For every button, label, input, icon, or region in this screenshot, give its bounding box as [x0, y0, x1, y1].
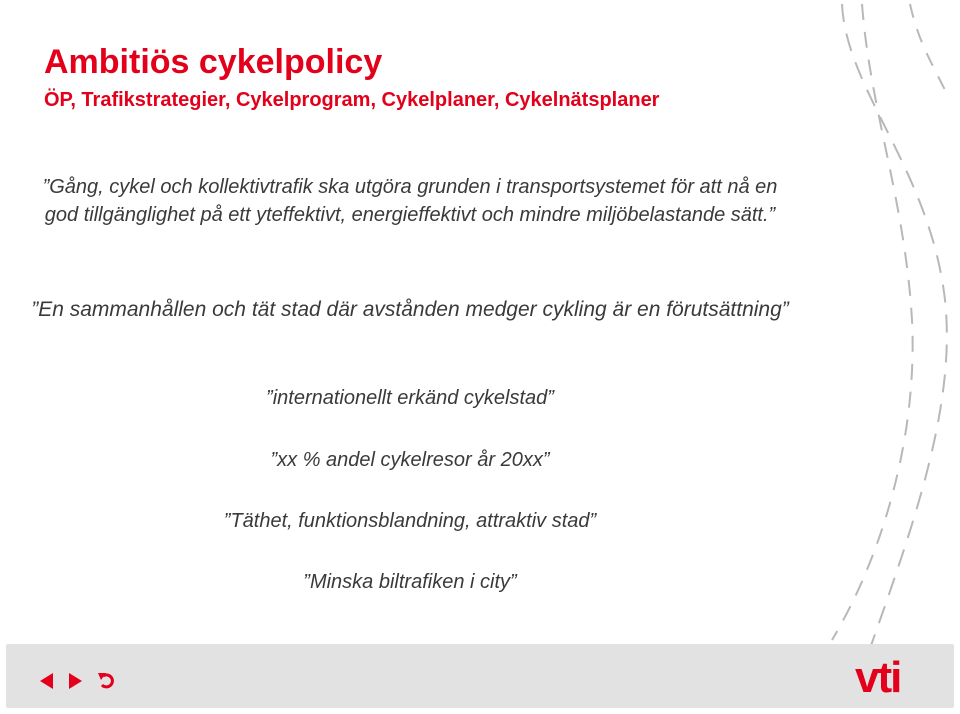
dashed-curve-short — [910, 4, 945, 90]
slide-footer — [6, 644, 954, 708]
dashed-curve-outer — [842, 4, 947, 700]
return-button[interactable] — [96, 670, 118, 692]
policy-quote-density: ”Täthet, funktionsblandning, attraktiv stad” — [223, 510, 597, 532]
dashed-curve-inner — [832, 4, 913, 640]
vti-logo — [855, 654, 919, 698]
slide-title: Ambitiös cykelpolicy — [44, 43, 383, 81]
triangle-left-icon — [36, 670, 58, 692]
vti-logo-icon — [855, 654, 919, 698]
policy-quote-reduce-traffic: ”Minska biltrafiken i city” — [303, 571, 517, 593]
policy-quote-cycling-city: ”internationellt erkänd cykelstad” — [266, 387, 554, 409]
policy-quote-modal-share: ”xx % andel cykelresor år 20xx” — [270, 449, 550, 471]
policy-quote-transport: ”Gång, cykel och kollektivtrafik ska utgöra grunden i transportsystemet för att nå en god tillgänglighet på ett yteffektivt, energieffektivt och mindre miljöbelastande sätt.” — [42, 176, 778, 226]
triangle-right-icon — [64, 670, 86, 692]
policy-quote-dense-city: ”En sammanhållen och tät stad där avstånden medger cykling är en förutsättning” — [31, 298, 789, 321]
return-arrow-icon — [96, 670, 118, 692]
previous-slide-button[interactable] — [36, 670, 58, 692]
next-slide-button[interactable] — [64, 670, 86, 692]
vti-logo-text: vti — [855, 654, 901, 698]
slide-subtitle: ÖP, Trafikstrategier, Cykelprogram, Cykelplaner, Cykelnätsplaner — [44, 89, 660, 111]
